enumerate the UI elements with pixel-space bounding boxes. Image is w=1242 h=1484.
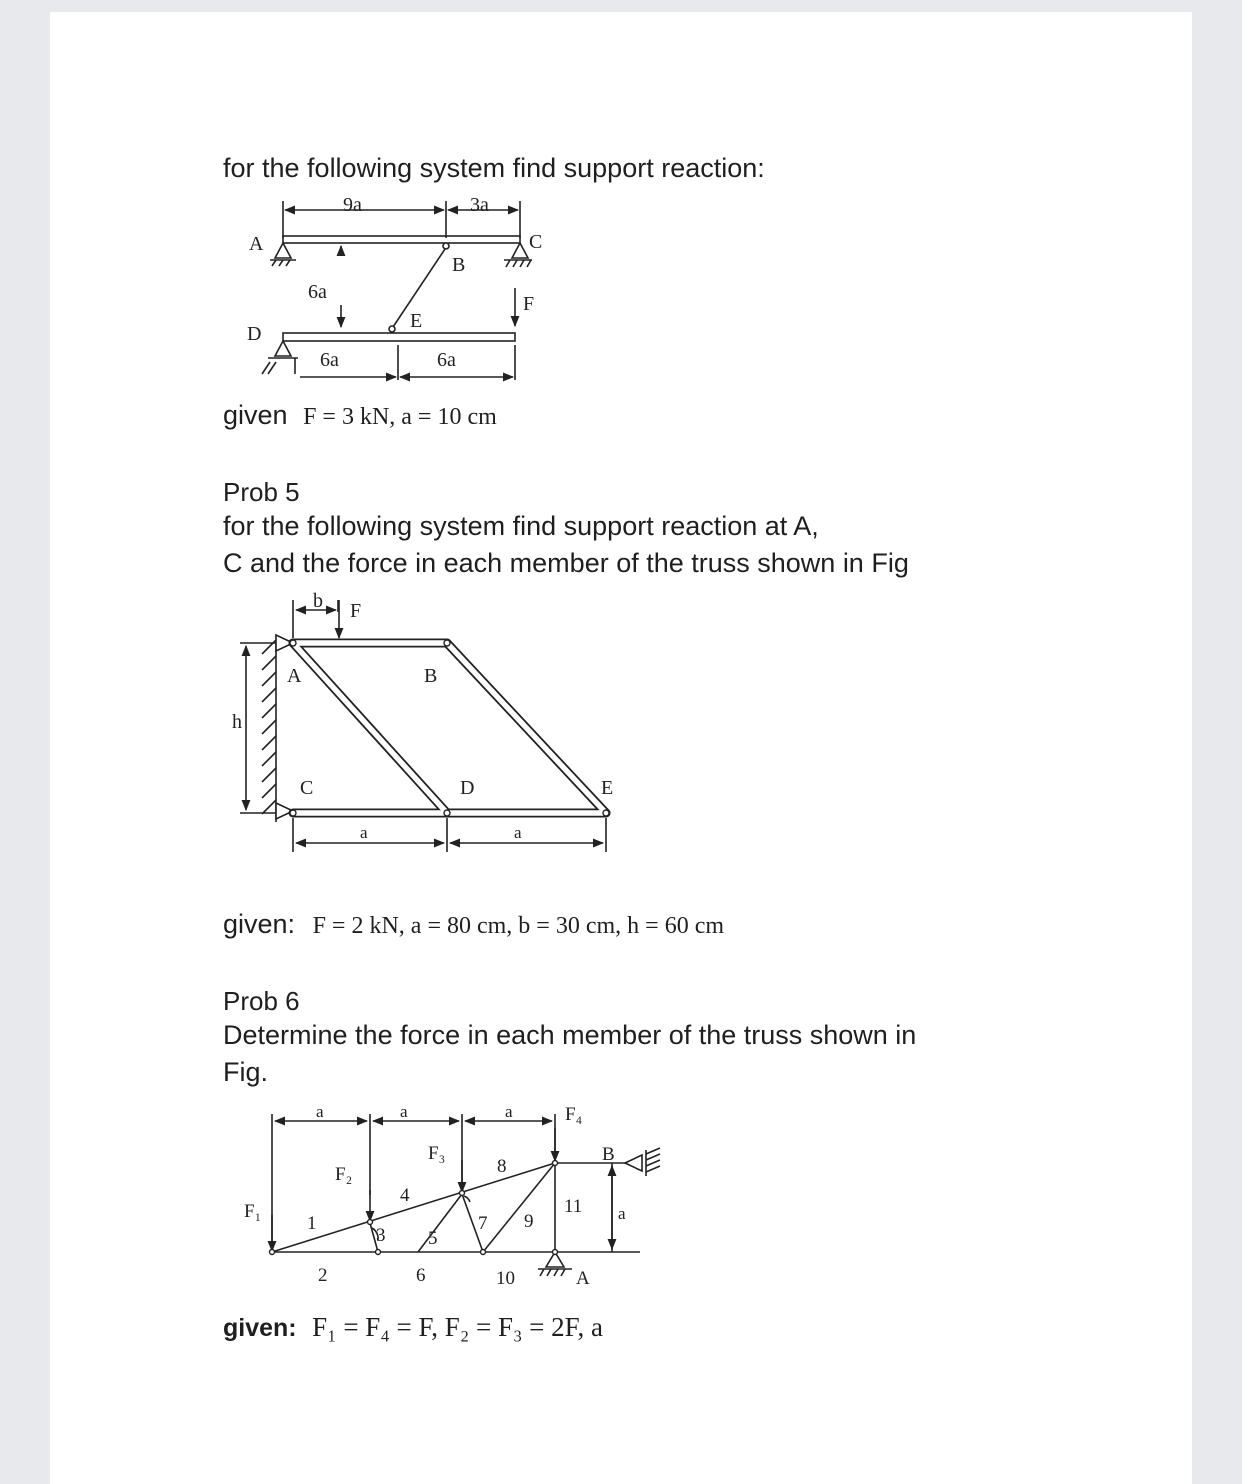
prob5-line2: C and the force in each member of the truss shown in Fig bbox=[223, 548, 909, 578]
label-member-5: 5 bbox=[428, 1228, 438, 1249]
label-member-1: 1 bbox=[307, 1213, 317, 1234]
prob4-given-values: F = 3 kN, a = 10 cm bbox=[303, 404, 497, 430]
label-6a-vertical: 6a bbox=[308, 281, 327, 303]
label-B: B bbox=[602, 1144, 615, 1165]
label-a1: a bbox=[316, 1102, 324, 1121]
label-member-11: 11 bbox=[564, 1196, 583, 1217]
prob6-title: Prob 6 bbox=[223, 986, 300, 1016]
label-A: A bbox=[287, 665, 302, 687]
label-C: C bbox=[529, 231, 543, 253]
label-a-left: a bbox=[360, 823, 368, 842]
label-h: h bbox=[232, 711, 242, 733]
label-F4: F₄ bbox=[565, 1104, 583, 1125]
label-F: F bbox=[523, 293, 535, 315]
prob5-given-label: given: bbox=[223, 909, 296, 939]
label-C: C bbox=[300, 777, 314, 799]
member-5 bbox=[418, 1194, 462, 1252]
label-3a: 3a bbox=[470, 194, 489, 216]
label-member-8: 8 bbox=[497, 1156, 507, 1177]
label-a2: a bbox=[400, 1102, 408, 1121]
label-a3: a bbox=[505, 1102, 513, 1121]
label-6a-right: 6a bbox=[437, 349, 456, 371]
label-member-6: 6 bbox=[416, 1265, 426, 1286]
label-D: D bbox=[460, 777, 475, 799]
label-B: B bbox=[452, 254, 466, 276]
label-F2: F₂ bbox=[335, 1164, 353, 1185]
label-member-3: 3 bbox=[376, 1225, 386, 1246]
prob6-line1: Determine the force in each member of the truss shown in bbox=[223, 1020, 917, 1050]
prob6-given-values: F₁ = F₄ = F, F₂ = F₃ = 2F, a bbox=[312, 1312, 603, 1342]
label-a-right: a bbox=[514, 823, 522, 842]
label-F1: F₁ bbox=[244, 1201, 262, 1222]
label-D: D bbox=[247, 323, 262, 345]
prob4-heading: for the following system find support reaction: bbox=[223, 153, 765, 183]
prob6-given-label: given: bbox=[223, 1314, 297, 1342]
prob5-title: Prob 5 bbox=[223, 477, 300, 507]
label-E: E bbox=[601, 777, 614, 799]
label-member-7: 7 bbox=[478, 1213, 488, 1234]
member-1-8-chord bbox=[272, 1163, 555, 1252]
label-member-2: 2 bbox=[318, 1265, 328, 1286]
label-6a-left: 6a bbox=[320, 349, 339, 371]
label-a-vertical: a bbox=[618, 1204, 626, 1223]
label-member-9: 9 bbox=[524, 1211, 534, 1232]
label-b: b bbox=[313, 590, 323, 612]
label-A: A bbox=[576, 1268, 590, 1289]
label-B: B bbox=[424, 665, 438, 687]
prob6-line2: Fig. bbox=[223, 1057, 269, 1087]
label-F3: F₃ bbox=[428, 1143, 446, 1164]
member-9 bbox=[483, 1163, 555, 1252]
label-F: F bbox=[350, 600, 362, 622]
prob6-given bbox=[223, 1312, 603, 1343]
label-E: E bbox=[410, 310, 423, 332]
label-9a: 9a bbox=[343, 194, 362, 216]
prob4-given-label: given bbox=[223, 400, 288, 430]
support-B bbox=[625, 1155, 642, 1171]
label-A: A bbox=[249, 233, 264, 255]
prob5-given-values: F = 2 kN, a = 80 cm, b = 30 cm, h = 60 cm bbox=[312, 913, 725, 939]
label-member-4: 4 bbox=[400, 1185, 410, 1206]
prob5-line1: for the following system find support reaction at A, bbox=[223, 511, 819, 541]
label-member-10: 10 bbox=[496, 1268, 515, 1289]
